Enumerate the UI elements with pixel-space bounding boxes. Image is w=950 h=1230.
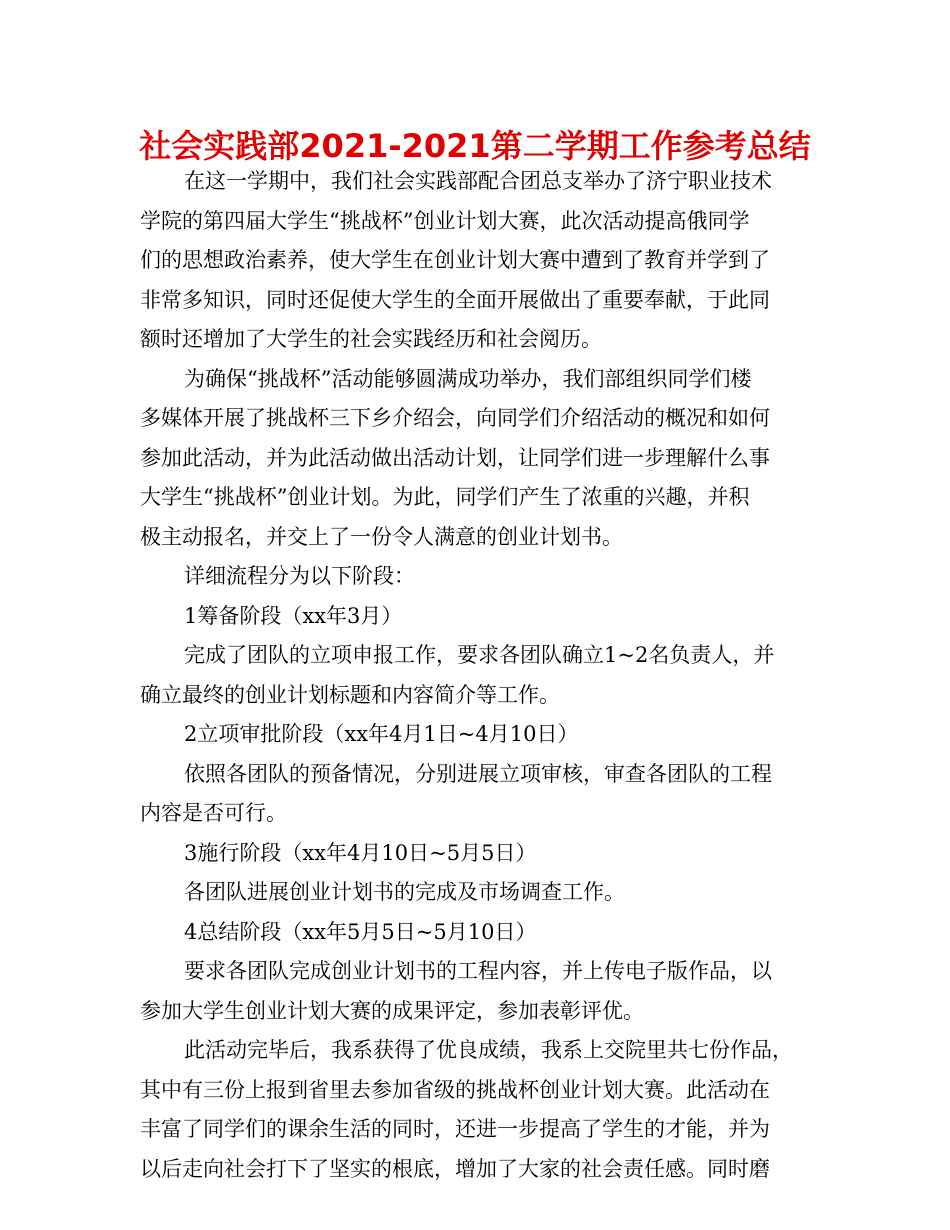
body-line: 在这一学期中，我们社会实践部配合团总支举办了济宁职业技术 xyxy=(184,169,772,193)
body-line: 1筹备阶段（xx年3月） xyxy=(184,603,403,628)
body-line: 学院的第四届大学生“挑战杯”创业计划大赛，此次活动提高俄同学 xyxy=(140,208,750,233)
body-line: 要求各团队完成创业计划书的工程内容，并上传电子版作品，以 xyxy=(184,959,772,983)
document-title: 社会实践部2021-2021第二学期工作参考总结 xyxy=(139,127,811,165)
body-line: 3施行阶段（xx年4月10日~5月5日） xyxy=(184,840,537,865)
body-line: 非常多知识，同时还促使大学生的全面开展做出了重要奉献，于此同 xyxy=(140,287,770,312)
body-line: 各团队进展创业计划书的完成及市场调查工作。 xyxy=(184,880,625,904)
body-line: 多媒体开展了挑战杯三下乡介绍会，向同学们介绍活动的概况和如何 xyxy=(140,406,770,430)
body-line: 参加大学生创业计划大赛的成果评定，参加表彰评优。 xyxy=(140,998,644,1023)
body-line: 详细流程分为以下阶段： xyxy=(184,564,415,588)
body-line: 极主动报名，并交上了一份令人满意的创业计划书。 xyxy=(140,524,623,549)
body-line: 为确保“挑战杯”活动能够圆满成功举办，我们部组织同学们楼 xyxy=(184,366,752,391)
body-line: 参加此活动，并为此活动做出活动计划，让同学们进一步理解什么事 xyxy=(140,445,770,470)
body-line: 2立项审批阶段（xx年4月1日~4月10日） xyxy=(184,722,579,746)
body-line: 完成了团队的立项申报工作，要求各团队确立1~2名负责人，并 xyxy=(184,643,775,667)
document-body xyxy=(140,162,820,1189)
body-line: 额时还增加了大学生的社会实践经历和社会阅历。 xyxy=(140,327,602,351)
body-line: 们的思想政治素养，使大学生在创业计划大赛中遭到了教育并学到了 xyxy=(140,248,770,272)
body-line: 4总结阶段（xx年5月5日~5月10日） xyxy=(184,919,537,944)
body-line: 丰富了同学们的课余生活的同时，还进一步提高了学生的才能，并为 xyxy=(140,1117,770,1141)
body-line: 依照各团队的预备情况，分别进展立项审核，审查各团队的工程 xyxy=(184,761,772,786)
body-line: 内容是否可行。 xyxy=(140,801,287,825)
body-line: 此活动完毕后，我系获得了优良成绩，我系上交院里共七份作品， xyxy=(184,1038,793,1062)
body-line: 以后走向社会打下了坚实的根底，增加了大家的社会责任感。同时磨 xyxy=(140,1156,770,1181)
body-line: 大学生“挑战杯”创业计划。为此，同学们产生了浓重的兴趣，并积 xyxy=(140,485,750,509)
body-line: 其中有三份上报到省里去参加省级的挑战杯创业计划大赛。此活动在 xyxy=(140,1077,770,1102)
body-line: 确立最终的创业计划标题和内容简介等工作。 xyxy=(140,682,560,707)
